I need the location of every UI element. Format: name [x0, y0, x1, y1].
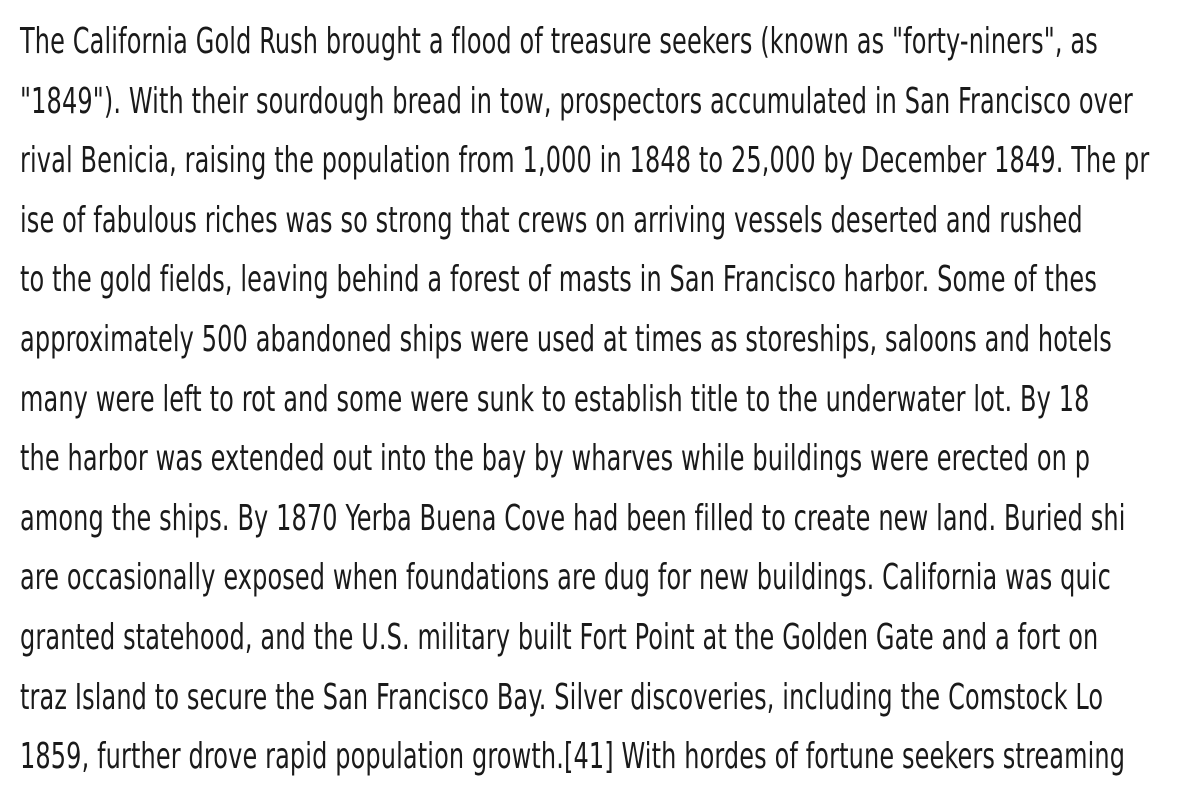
paragraph-text	[20, 12, 1200, 787]
text-line-13: 1859, further drove rapid population growth.[41] With hordes of fortune seekers streaming	[20, 736, 1126, 778]
text-line-5: to the gold fields, leaving behind a forest of masts in San Francisco harbor. Some of thes	[20, 259, 1097, 301]
text-line-12: traz Island to secure the San Francisco Bay. Silver discoveries, including the Comstock Lo	[20, 676, 1104, 718]
text-line-1: The California Gold Rush brought a flood of treasure seekers (known as "forty-niners", as	[20, 21, 1098, 62]
text-line-7: many were left to rot and some were sunk to establish title to the underwater lot. By 18	[20, 378, 1090, 420]
text-line-6: approximately 500 abandoned ships were used at times as storeships, saloons and hotels	[20, 318, 1112, 360]
text-line-2: "1849"). With their sourdough bread in tow, prospectors accumulated in San Francisco over	[20, 80, 1133, 122]
text-line-10: are occasionally exposed when foundations are dug for new buildings. California was quic	[20, 557, 1111, 599]
text-line-9: among the ships. By 1870 Yerba Buena Cove had been filled to create new land. Buried shi	[20, 497, 1126, 539]
text-line-4: ise of fabulous riches was so strong that crews on arriving vessels deserted and rushed	[20, 199, 1083, 241]
text-line-3: rival Benicia, raising the population from 1,000 in 1848 to 25,000 by December 1849. The pr	[20, 140, 1150, 182]
text-line-8: the harbor was extended out into the bay by wharves while buildings were erected on p	[20, 438, 1091, 480]
text-line-11: granted statehood, and the U.S. military built Fort Point at the Golden Gate and a fort on	[20, 616, 1099, 658]
